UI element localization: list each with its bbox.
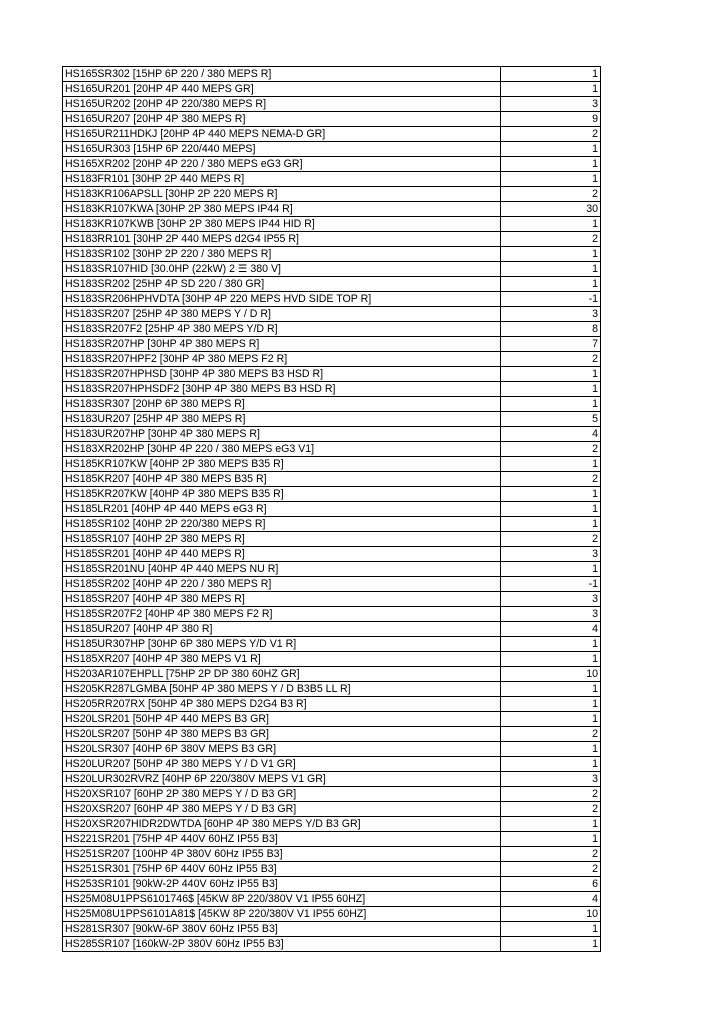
item-description: HS185XR207 [40HP 4P 380 MEPS V1 R] (63, 652, 501, 667)
item-description: HS185SR201 [40HP 4P 440 MEPS R] (63, 547, 501, 562)
item-description: HS185KR207 [40HP 4P 380 MEPS B35 R] (63, 472, 501, 487)
table-row (63, 577, 601, 592)
table-row (63, 232, 601, 247)
item-quantity: 3 (501, 97, 601, 112)
table-row (63, 532, 601, 547)
table-row (63, 607, 601, 622)
item-description: HS25M08U1PPS6101A81$ [45KW 8P 220/380V V1 IP55 60HZ] (63, 907, 501, 922)
table-row (63, 547, 601, 562)
table-row (63, 442, 601, 457)
table-row (63, 382, 601, 397)
item-description: HS185SR207 [40HP 4P 380 MEPS R] (63, 592, 501, 607)
item-description: HS183SR206HPHVDTA [30HP 4P 220 MEPS HVD SIDE TOP R] (63, 292, 501, 307)
item-description: HS183SR107HID [30.0HP (22kW) 2 ☰ 380 V] (63, 262, 501, 277)
item-description: HS20LSR201 [50HP 4P 440 MEPS B3 GR] (63, 712, 501, 727)
table-row (63, 592, 601, 607)
table-row (63, 832, 601, 847)
item-quantity: 2 (501, 352, 601, 367)
item-description: HS165UR211HDKJ [20HP 4P 440 MEPS NEMA-D GR] (63, 127, 501, 142)
item-quantity: 4 (501, 427, 601, 442)
table-row (63, 742, 601, 757)
table-row (63, 757, 601, 772)
item-quantity: 3 (501, 592, 601, 607)
item-quantity: 10 (501, 667, 601, 682)
table-row (63, 922, 601, 937)
item-quantity: 6 (501, 877, 601, 892)
item-description: HS165UR202 [20HP 4P 220/380 MEPS R] (63, 97, 501, 112)
table-row (63, 727, 601, 742)
item-quantity: 1 (501, 457, 601, 472)
item-description: HS20LUR302RVRZ [40HP 6P 220/380V MEPS V1 GR] (63, 772, 501, 787)
item-quantity: 1 (501, 142, 601, 157)
item-quantity: 2 (501, 802, 601, 817)
table-row (63, 937, 601, 952)
item-description: HS20XSR107 [60HP 2P 380 MEPS Y / D B3 GR] (63, 787, 501, 802)
table-row (63, 697, 601, 712)
table-row (63, 217, 601, 232)
item-quantity: 30 (501, 202, 601, 217)
item-description: HS183SR102 [30HP 2P 220 / 380 MEPS R] (63, 247, 501, 262)
item-description: HS25M08U1PPS6101746$ [45KW 8P 220/380V V1 IP55 60HZ] (63, 892, 501, 907)
table-row (63, 847, 601, 862)
item-quantity: 1 (501, 502, 601, 517)
item-quantity: 1 (501, 712, 601, 727)
table-row (63, 562, 601, 577)
item-description: HS183XR202HP [30HP 4P 220 / 380 MEPS eG3 V1] (63, 442, 501, 457)
table-row (63, 172, 601, 187)
item-quantity: 2 (501, 727, 601, 742)
item-description: HS185SR202 [40HP 4P 220 / 380 MEPS R] (63, 577, 501, 592)
item-description: HS20LUR207 [50HP 4P 380 MEPS Y / D V1 GR] (63, 757, 501, 772)
item-description: HS165XR202 [20HP 4P 220 / 380 MEPS eG3 GR] (63, 157, 501, 172)
item-description: HS185SR102 [40HP 2P 220/380 MEPS R] (63, 517, 501, 532)
item-quantity: 1 (501, 832, 601, 847)
item-quantity: 1 (501, 757, 601, 772)
item-quantity: 1 (501, 82, 601, 97)
item-description: HS185SR207F2 [40HP 4P 380 MEPS F2 R] (63, 607, 501, 622)
item-quantity: 2 (501, 232, 601, 247)
item-description: HS20XSR207HIDR2DWTDA [60HP 4P 380 MEPS Y/D B3 GR] (63, 817, 501, 832)
item-description: HS183SR207 [25HP 4P 380 MEPS Y / D R] (63, 307, 501, 322)
inventory-table (62, 66, 601, 952)
item-description: HS183UR207 [25HP 4P 380 MEPS R] (63, 412, 501, 427)
item-quantity: 4 (501, 622, 601, 637)
item-quantity: 2 (501, 127, 601, 142)
item-quantity: 5 (501, 412, 601, 427)
item-quantity: 3 (501, 772, 601, 787)
table-row (63, 292, 601, 307)
item-quantity: 1 (501, 682, 601, 697)
item-description: HS20LSR207 [50HP 4P 380 MEPS B3 GR] (63, 727, 501, 742)
item-description: HS185SR107 [40HP 2P 380 MEPS R] (63, 532, 501, 547)
table-row (63, 817, 601, 832)
item-quantity: 1 (501, 247, 601, 262)
item-quantity: 1 (501, 172, 601, 187)
item-quantity: 2 (501, 187, 601, 202)
table-row (63, 862, 601, 877)
item-quantity: 3 (501, 307, 601, 322)
item-description: HS183SR207F2 [25HP 4P 380 MEPS Y/D R] (63, 322, 501, 337)
table-row (63, 652, 601, 667)
item-quantity: 4 (501, 892, 601, 907)
item-quantity: 3 (501, 547, 601, 562)
item-quantity: 3 (501, 607, 601, 622)
table-row (63, 352, 601, 367)
item-quantity: 2 (501, 442, 601, 457)
table-row (63, 472, 601, 487)
item-description: HS183KR106APSLL [30HP 2P 220 MEPS R] (63, 187, 501, 202)
item-description: HS183SR207HPHSDF2 [30HP 4P 380 MEPS B3 HSD R] (63, 382, 501, 397)
item-description: HS183FR101 [30HP 2P 440 MEPS R] (63, 172, 501, 187)
table-row (63, 112, 601, 127)
table-row (63, 67, 601, 82)
item-description: HS205RR207RX [50HP 4P 380 MEPS D2G4 B3 R] (63, 697, 501, 712)
item-quantity: 1 (501, 487, 601, 502)
item-quantity: 9 (501, 112, 601, 127)
item-quantity: 2 (501, 532, 601, 547)
item-quantity: 1 (501, 367, 601, 382)
item-description: HS165UR201 [20HP 4P 440 MEPS GR] (63, 82, 501, 97)
table-row (63, 82, 601, 97)
item-quantity: 1 (501, 562, 601, 577)
item-quantity: 1 (501, 742, 601, 757)
item-description: HS183SR307 [20HP 6P 380 MEPS R] (63, 397, 501, 412)
item-quantity: 1 (501, 637, 601, 652)
item-description: HS183SR202 [25HP 4P SD 220 / 380 GR] (63, 277, 501, 292)
table-row (63, 667, 601, 682)
item-description: HS205KR287LGMBA [50HP 4P 380 MEPS Y / D B3B5 LL R] (63, 682, 501, 697)
item-description: HS183SR207HPF2 [30HP 4P 380 MEPS F2 R] (63, 352, 501, 367)
item-description: HS20LSR307 [40HP 6P 380V MEPS B3 GR] (63, 742, 501, 757)
table-row (63, 517, 601, 532)
table-row (63, 142, 601, 157)
table-row (63, 307, 601, 322)
table-row (63, 97, 601, 112)
item-quantity: 2 (501, 472, 601, 487)
table-row (63, 277, 601, 292)
item-description: HS183RR101 [30HP 2P 440 MEPS d2G4 IP55 R] (63, 232, 501, 247)
item-quantity: 1 (501, 397, 601, 412)
item-description: HS165UR303 [15HP 6P 220/440 MEPS] (63, 142, 501, 157)
item-quantity: 1 (501, 382, 601, 397)
inventory-table-body (63, 67, 601, 952)
table-row (63, 187, 601, 202)
item-description: HS221SR201 [75HP 4P 440V 60HZ IP55 B3] (63, 832, 501, 847)
item-quantity: 1 (501, 67, 601, 82)
item-description: HS185UR307HP [30HP 6P 380 MEPS Y/D V1 R] (63, 637, 501, 652)
table-row (63, 202, 601, 217)
table-row (63, 487, 601, 502)
item-description: HS203AR107EHPLL [75HP 2P DP 380 60HZ GR] (63, 667, 501, 682)
item-quantity: 1 (501, 922, 601, 937)
item-quantity: 1 (501, 817, 601, 832)
table-row (63, 397, 601, 412)
item-description: HS253SR101 [90kW-2P 440V 60Hz IP55 B3] (63, 877, 501, 892)
table-row (63, 457, 601, 472)
item-quantity: -1 (501, 577, 601, 592)
table-row (63, 127, 601, 142)
table-row (63, 712, 601, 727)
item-quantity: 1 (501, 262, 601, 277)
item-description: HS183SR207HPHSD [30HP 4P 380 MEPS B3 HSD R] (63, 367, 501, 382)
item-description: HS20XSR207 [60HP 4P 380 MEPS Y / D B3 GR] (63, 802, 501, 817)
item-quantity: 1 (501, 157, 601, 172)
item-description: HS185UR207 [40HP 4P 380 R] (63, 622, 501, 637)
item-description: HS185KR207KW [40HP 4P 380 MEPS B35 R] (63, 487, 501, 502)
item-description: HS251SR301 [75HP 6P 440V 60Hz IP55 B3] (63, 862, 501, 877)
table-row (63, 412, 601, 427)
item-quantity: 1 (501, 937, 601, 952)
item-quantity: 2 (501, 847, 601, 862)
item-description: HS183UR207HP [30HP 4P 380 MEPS R] (63, 427, 501, 442)
table-row (63, 427, 601, 442)
item-quantity: 1 (501, 217, 601, 232)
item-quantity: 10 (501, 907, 601, 922)
item-quantity: 1 (501, 277, 601, 292)
table-row (63, 892, 601, 907)
item-description: HS285SR107 [160kW-2P 380V 60Hz IP55 B3] (63, 937, 501, 952)
table-row (63, 637, 601, 652)
item-description: HS185LR201 [40HP 4P 440 MEPS eG3 R] (63, 502, 501, 517)
table-row (63, 877, 601, 892)
table-row (63, 787, 601, 802)
item-quantity: 2 (501, 862, 601, 877)
item-description: HS165UR207 [20HP 4P 380 MEPS R] (63, 112, 501, 127)
table-row (63, 502, 601, 517)
item-description: HS183KR107KWB [30HP 2P 380 MEPS IP44 HID R] (63, 217, 501, 232)
table-row (63, 367, 601, 382)
table-row (63, 622, 601, 637)
table-row (63, 907, 601, 922)
table-row (63, 802, 601, 817)
item-quantity: 7 (501, 337, 601, 352)
table-row (63, 682, 601, 697)
table-row (63, 157, 601, 172)
table-row (63, 262, 601, 277)
item-description: HS251SR207 [100HP 4P 380V 60Hz IP55 B3] (63, 847, 501, 862)
item-description: HS281SR307 [90kW-6P 380V 60Hz IP55 B3] (63, 922, 501, 937)
table-row (63, 772, 601, 787)
item-description: HS185KR107KW [40HP 2P 380 MEPS B35 R] (63, 457, 501, 472)
item-quantity: 2 (501, 787, 601, 802)
item-quantity: -1 (501, 292, 601, 307)
table-row (63, 337, 601, 352)
item-description: HS183KR107KWA [30HP 2P 380 MEPS IP44 R] (63, 202, 501, 217)
item-description: HS165SR302 [15HP 6P 220 / 380 MEPS R] (63, 67, 501, 82)
table-row (63, 322, 601, 337)
item-description: HS183SR207HP [30HP 4P 380 MEPS R] (63, 337, 501, 352)
table-row (63, 247, 601, 262)
item-quantity: 8 (501, 322, 601, 337)
item-quantity: 1 (501, 517, 601, 532)
item-description: HS185SR201NU [40HP 4P 440 MEPS NU R] (63, 562, 501, 577)
item-quantity: 1 (501, 652, 601, 667)
item-quantity: 1 (501, 697, 601, 712)
